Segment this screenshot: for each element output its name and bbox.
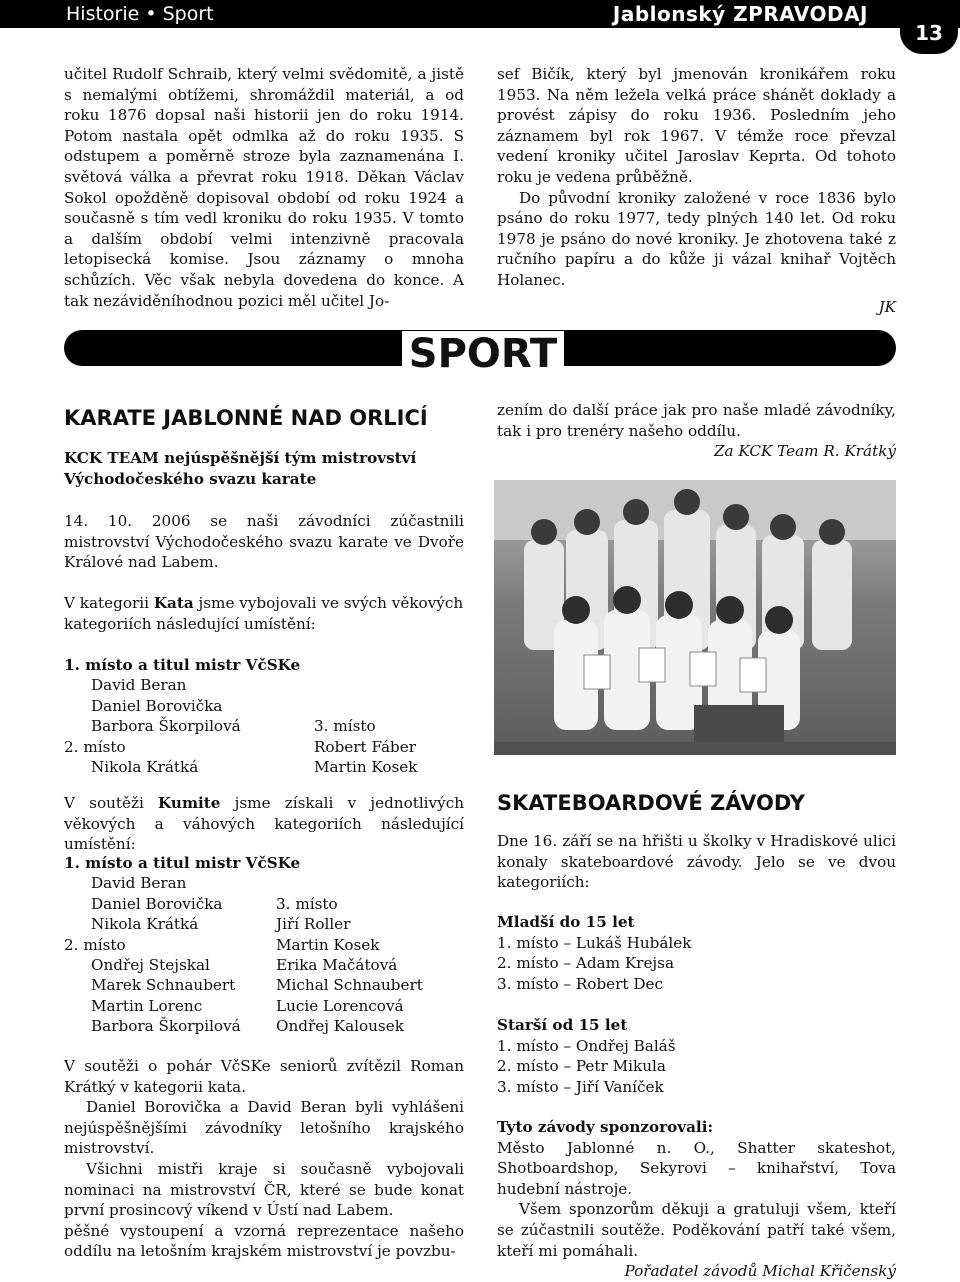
kumite-right-cell: Lucie Lorencová [276, 996, 404, 1015]
kata-row [64, 696, 464, 716]
kata-row [64, 757, 464, 777]
kata-left-cell: Nikola Krátká [91, 757, 199, 776]
skate-sponsors-title: Tyto závody sponzorovali: [497, 1118, 714, 1136]
skate-intro-text: Dne 16. září se na hřišti u školky v Hradiskové ulici konaly skateboardové závody. Jelo se ve dvou kategoriích: [497, 832, 896, 892]
kata-intro-pre: V kategorii [64, 594, 154, 612]
kumite-intro [64, 793, 464, 855]
skate-senior [497, 1015, 896, 1097]
kumite-row [64, 873, 464, 893]
history-paragraph-2: sef Bičík, který byl jmenován kronikářem roku 1953. Na něm ležela velká práce shánět doklady a provést zápisy do roku 1936. Posledním jeho záznamem byl rok 1967. V témže roce převzal vedení kroniky učitel Jaroslav Keprta. Od tohoto roku je vedena průběžně. [497, 65, 896, 186]
kumite-left-cell: Barbora Škorpilová [91, 1017, 241, 1036]
skate-senior-2: 2. místo – Petr Mikula [497, 1057, 666, 1076]
kata-right-cell: Martin Kosek [314, 757, 418, 776]
kumite-right-cell: Michal Schnaubert [276, 976, 423, 995]
history-signature: JK [878, 297, 896, 316]
team-photo-image [494, 480, 896, 755]
karate-continuation: zením do další práce jak pro naše mladé závodníky, tak i pro trenéry našeho oddílu. [497, 401, 896, 440]
kata-left-cell: 2. místo [64, 737, 126, 756]
kata-row [64, 675, 464, 695]
skate-junior-title: Mladší do 15 let [497, 913, 635, 931]
section-label: Historie • Sport [66, 3, 214, 25]
kata-intro-post: jsme vybojovali ve svých věkových kategoriích následující umístění: [64, 594, 464, 633]
history-col1 [64, 64, 464, 311]
kata-left-cell: 1. místo a titul mistr VčSKe [64, 656, 301, 674]
kumite-row [64, 894, 464, 914]
history-paragraph-1: učitel Rudolf Schraib, který velmi svědomitě, a jistě s nemalými obtížemi, shromáždil materiál, a od roku 1876 dopsal naši historii jen do roku 1914. Potom nastala opět odmlka až do roku 1935. S odstupem a poměrně stroze byla zaznamenána I. světová válka a převrat roku 1918. Děkan Václav Sokol opožděně dopisoval období od roku 1924 a současně s tím vedl kroniku do roku 1935. V tomto a dalším období velmi intenzivně pracovala letopisecká komise. Jsou záznamy o mnoha schůzích. Věc však nebyla dovedena do konce. A tak nezáviděníhodnou pozici měl učitel Jo- [64, 65, 464, 310]
page-header [0, 0, 960, 28]
kumite-right-cell: Erika Mačátová [276, 955, 398, 974]
kumite-right-cell: Martin Kosek [276, 935, 380, 954]
skate-junior-1: 1. místo – Lukáš Hubálek [497, 933, 692, 952]
kumite-left-cell: Marek Schnaubert [91, 976, 236, 995]
skate-senior-1: 1. místo – Ondřej Baláš [497, 1036, 676, 1055]
karate-closing-2: Daniel Borovička a David Beran byli vyhlášeni nejúspěšnějšími závodníky letošního krajského mistrovství. [64, 1098, 464, 1158]
kumite-row [64, 1016, 464, 1036]
history-col2 [497, 64, 896, 317]
karate-closing-4: pěšné vystoupení a vzorná reprezentace našeho oddílu na letošním krajském mistrovství je povzbu- [64, 1221, 464, 1261]
kata-left-cell: Daniel Borovička [91, 696, 223, 715]
kumite-row [64, 914, 464, 934]
karate-closing-1: V soutěži o pohár VčSKe seniorů zvítězil Roman Krátký v kategorii kata. [64, 1057, 464, 1096]
kata-row [64, 716, 464, 736]
skate-sponsors [497, 1117, 896, 1282]
skate-senior-title: Starší od 15 let [497, 1016, 628, 1034]
karate-closing [64, 1056, 464, 1262]
kata-right-cell: Robert Fáber [314, 737, 417, 756]
karate-signature: Za KCK Team R. Krátký [713, 442, 896, 461]
kumite-intro-post: jsme získali v jednotlivých věkových a váhových kategoriích následující umístění: [64, 794, 464, 854]
magazine-title: Jablonský ZPRAVODAJ [612, 2, 868, 26]
kumite-left-cell: David Beran [91, 874, 187, 893]
skate-junior-2: 2. místo – Adam Krejsa [497, 954, 674, 973]
karate-subtitle: KCK TEAM nejúspěšnější tým mistrovství Východočeského svazu karate [64, 449, 417, 488]
kumite-row [64, 853, 464, 873]
history-paragraph-3: Do původní kroniky založené v roce 1836 bylo psáno do roku 1977, tedy plných 140 let. Od roku 1978 je psáno do nové kroniky. Je zhotovena také z ručního papíru a do kůže ji vázal knihař Vojtěch Holanec. [497, 188, 896, 289]
kumite-left-cell: Martin Lorenc [91, 996, 203, 1015]
kata-left-cell: David Beran [91, 676, 187, 695]
page-number: 13 [900, 10, 958, 54]
kumite-right-cell: 3. místo [276, 894, 338, 913]
kumite-row [64, 935, 464, 955]
kata-word: Kata [153, 594, 194, 612]
skate-thanks: Všem sponzorům děkuji a gratuluji všem, kteří se zúčastnili soutěže. Poděkování patří také všem, kteří mi pomáhali. [497, 1200, 896, 1260]
kumite-word: Kumite [158, 794, 221, 812]
kumite-left-cell: Daniel Borovička [91, 894, 223, 913]
kumite-left-cell: 2. místo [64, 935, 126, 954]
kumite-row [64, 975, 464, 995]
skate-junior-3: 3. místo – Robert Dec [497, 974, 664, 993]
skate-signature: Pořadatel závodů Michal Křičenský [624, 1262, 896, 1281]
kumite-results [64, 853, 464, 1037]
team-photo [494, 480, 896, 755]
kumite-left-cell: Nikola Krátká [91, 915, 199, 934]
kata-results [64, 655, 464, 777]
karate-intro-text: 14. 10. 2006 se naši závodníci zúčastnili mistrovství Východočeského svazu karate ve Dvoře Králové nad Labem. [64, 512, 464, 572]
karate-closing-3: Všichni mistři kraje si současně vybojovali nominaci na mistrovství ČR, které se bude konat první prosincový víkend v Ústí nad Labem. [64, 1159, 464, 1220]
kumite-left-cell: Ondřej Stejskal [91, 955, 210, 974]
skate-junior [497, 912, 896, 994]
kumite-left-cell: 1. místo a titul mistr VčSKe [64, 854, 301, 872]
kumite-right-cell: Jiří Roller [276, 915, 351, 934]
kumite-intro-pre: V soutěži [64, 794, 159, 812]
skate-title: SKATEBOARDOVÉ ZÁVODY [497, 791, 805, 815]
skate-sponsors-text: Město Jablonné n. O., Shatter skateshot, Shotboardshop, Sekyrovi – knihařství, Tova hudební nástroje. [497, 1138, 896, 1198]
kumite-row [64, 955, 464, 975]
kata-intro [64, 593, 464, 634]
skate-intro [497, 831, 896, 893]
kata-row [64, 655, 464, 675]
karate-col2 [497, 400, 896, 462]
kata-left-cell: Barbora Škorpilová [91, 717, 241, 736]
sport-banner-title: SPORT [402, 331, 564, 377]
karate-title: KARATE JABLONNÉ NAD ORLICÍ [64, 406, 428, 430]
kata-right-cell: 3. místo [314, 717, 376, 736]
kumite-row [64, 996, 464, 1016]
kata-row [64, 737, 464, 757]
skate-senior-3: 3. místo – Jiří Vaníček [497, 1077, 664, 1096]
kumite-right-cell: Ondřej Kalousek [276, 1017, 404, 1036]
karate-intro [64, 511, 464, 573]
